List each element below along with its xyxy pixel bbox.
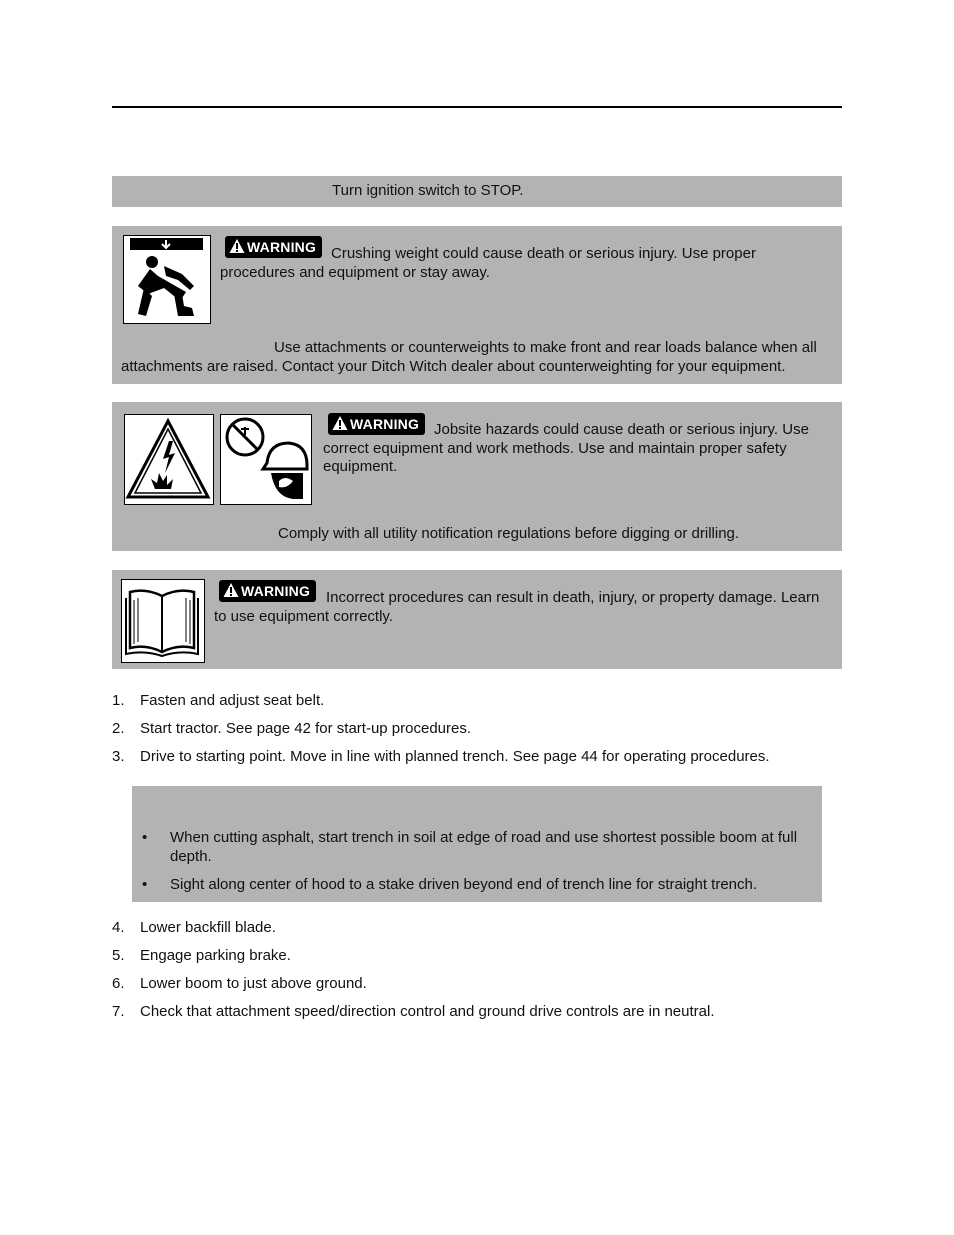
warning-message: Jobsite hazards could cause death or serious injury. Use correct equipment and work methods. Use and maintain proper safety equipment. — [323, 421, 809, 475]
stop-instruction-box — [112, 176, 842, 207]
warning-action: Comply with all utility notification regulations before digging or drilling. — [278, 525, 740, 542]
step-number: 4. — [112, 919, 125, 936]
list-item — [112, 720, 842, 748]
procedure-steps-1-3 — [112, 692, 842, 776]
warning-badge-label: WARNING — [241, 583, 311, 599]
step-number: 1. — [112, 692, 125, 709]
note-box — [132, 786, 822, 902]
step-number: 5. — [112, 947, 125, 964]
step-text: Drive to starting point. Move in line with planned trench. See page 44 for operating procedures. — [140, 748, 770, 765]
step-text: Check that attachment speed/direction control and ground drive controls are in neutral. — [140, 1003, 715, 1020]
step-text: Lower boom to just above ground. — [140, 975, 367, 992]
warning-message: Crushing weight could cause death or serious injury. Use proper procedures and equipment or stay away. — [220, 245, 756, 281]
step-number: 2. — [112, 720, 125, 737]
bullet: • — [142, 829, 148, 846]
crushing-weight-icon — [123, 235, 211, 324]
step-number: 3. — [112, 748, 125, 765]
list-item — [112, 1003, 842, 1031]
note-item: When cutting asphalt, start trench in soil at edge of road and use shortest possible boom at full depth. — [170, 829, 798, 865]
header-rule — [112, 106, 842, 108]
manual-book-icon — [121, 579, 205, 663]
warning-jobsite-hazards-box — [112, 402, 842, 551]
step-text: Engage parking brake. — [140, 947, 291, 964]
warning-action: Use attachments or counterweights to make front and rear loads balance when all attachments are raised. Contact your Ditch Witch dealer about counterweighting for your equipment. — [121, 339, 817, 375]
list-item — [112, 947, 842, 975]
list-item — [112, 919, 842, 947]
procedure-steps-4-7 — [112, 919, 842, 1031]
warning-incorrect-procedures-box — [112, 570, 842, 669]
list-item — [112, 692, 842, 720]
warning-crushing-weight-box — [112, 226, 842, 384]
list-item — [112, 748, 842, 776]
warning-badge-label: WARNING — [350, 416, 420, 432]
warning-badge-label: WARNING — [247, 239, 317, 255]
list-item — [112, 975, 842, 1003]
bullet: • — [142, 876, 148, 893]
stop-instruction-text: Turn ignition switch to STOP. — [332, 182, 524, 199]
note-item: Sight along center of hood to a stake driven beyond end of trench line for straight trench. — [170, 876, 758, 893]
warning-message: Incorrect procedures can result in death, injury, or property damage. Learn to use equipment correctly. — [214, 589, 820, 625]
step-text: Lower backfill blade. — [140, 919, 276, 936]
electrical-explosion-hazard-icon — [124, 414, 214, 505]
step-text: Fasten and adjust seat belt. — [140, 692, 325, 709]
step-number: 6. — [112, 975, 125, 992]
step-text: Start tractor. See page 42 for start-up procedures. — [140, 720, 472, 737]
step-number: 7. — [112, 1003, 125, 1020]
no-digging-hardhat-icon — [220, 414, 312, 505]
